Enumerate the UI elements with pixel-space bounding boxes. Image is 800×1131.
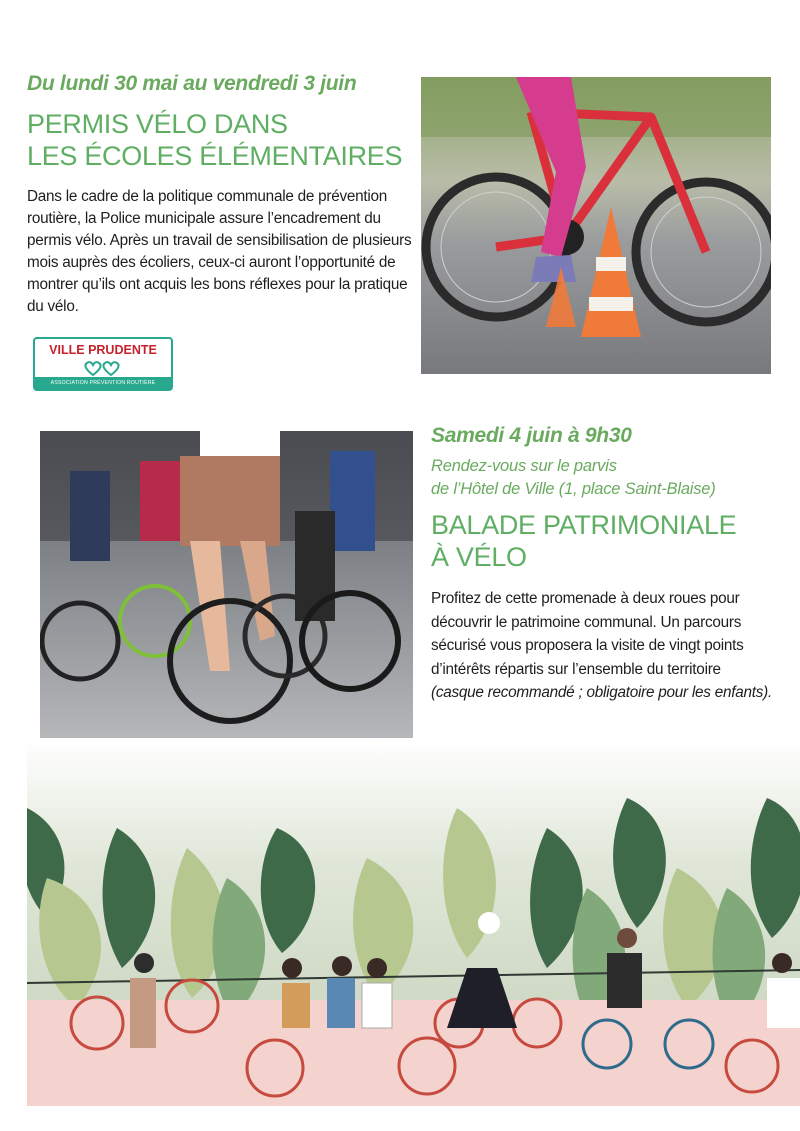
event2-title-line2: À VÉLO [431, 542, 527, 572]
event2-body [431, 587, 776, 705]
event2-date: Samedi 4 juin à 9h30 [431, 424, 632, 447]
event1-title [27, 108, 402, 172]
event1-title-line2: LES ÉCOLES ÉLÉMENTAIRES [27, 141, 403, 171]
ville-prudente-logo [33, 337, 173, 391]
bicycle-training-photo [421, 77, 771, 374]
event2-meeting-line2: de l’Hôtel de Ville (1, place Saint-Blaise) [431, 480, 716, 498]
urban-cyclists-photo [40, 431, 413, 753]
event1-body: Dans le cadre de la politique communale de prévention routière, la Police municipale assure l’encadrement du permis vélo. Après un travail de sensibilisation de plusieurs mois auprès des écoliers, ceux-ci auront l’opportunité de montrer qu’ils ont acquis les bons réflexes pour la pratique du vélo. [27, 188, 412, 315]
cycling-illustration [27, 738, 800, 1106]
badge-title: VILLE PRUDENTE [49, 343, 157, 357]
event2-body-text: Profitez de cette promenade à deux roues pour découvrir le patrimoine communal. Un parcours sécurisé vous proposera la visite de vingt points d’intérêts répartis sur l’ensemble du territoire [431, 590, 744, 678]
event2-body-note: (casque recommandé ; obligatoire pour les enfants). [431, 684, 772, 701]
event2-title [431, 509, 736, 573]
event1-title-line1: PERMIS VÉLO DANS [27, 109, 288, 139]
event2-title-line1: BALADE PATRIMONIALE [431, 510, 737, 540]
event2-meeting-point [431, 455, 716, 501]
event2-meeting-line1: Rendez-vous sur le parvis [431, 457, 617, 475]
badge-subtitle: ASSOCIATION PRÉVENTION ROUTIÈRE [35, 377, 171, 389]
event1-date: Du lundi 30 mai au vendredi 3 juin [27, 72, 357, 95]
heart-icon [83, 361, 123, 377]
